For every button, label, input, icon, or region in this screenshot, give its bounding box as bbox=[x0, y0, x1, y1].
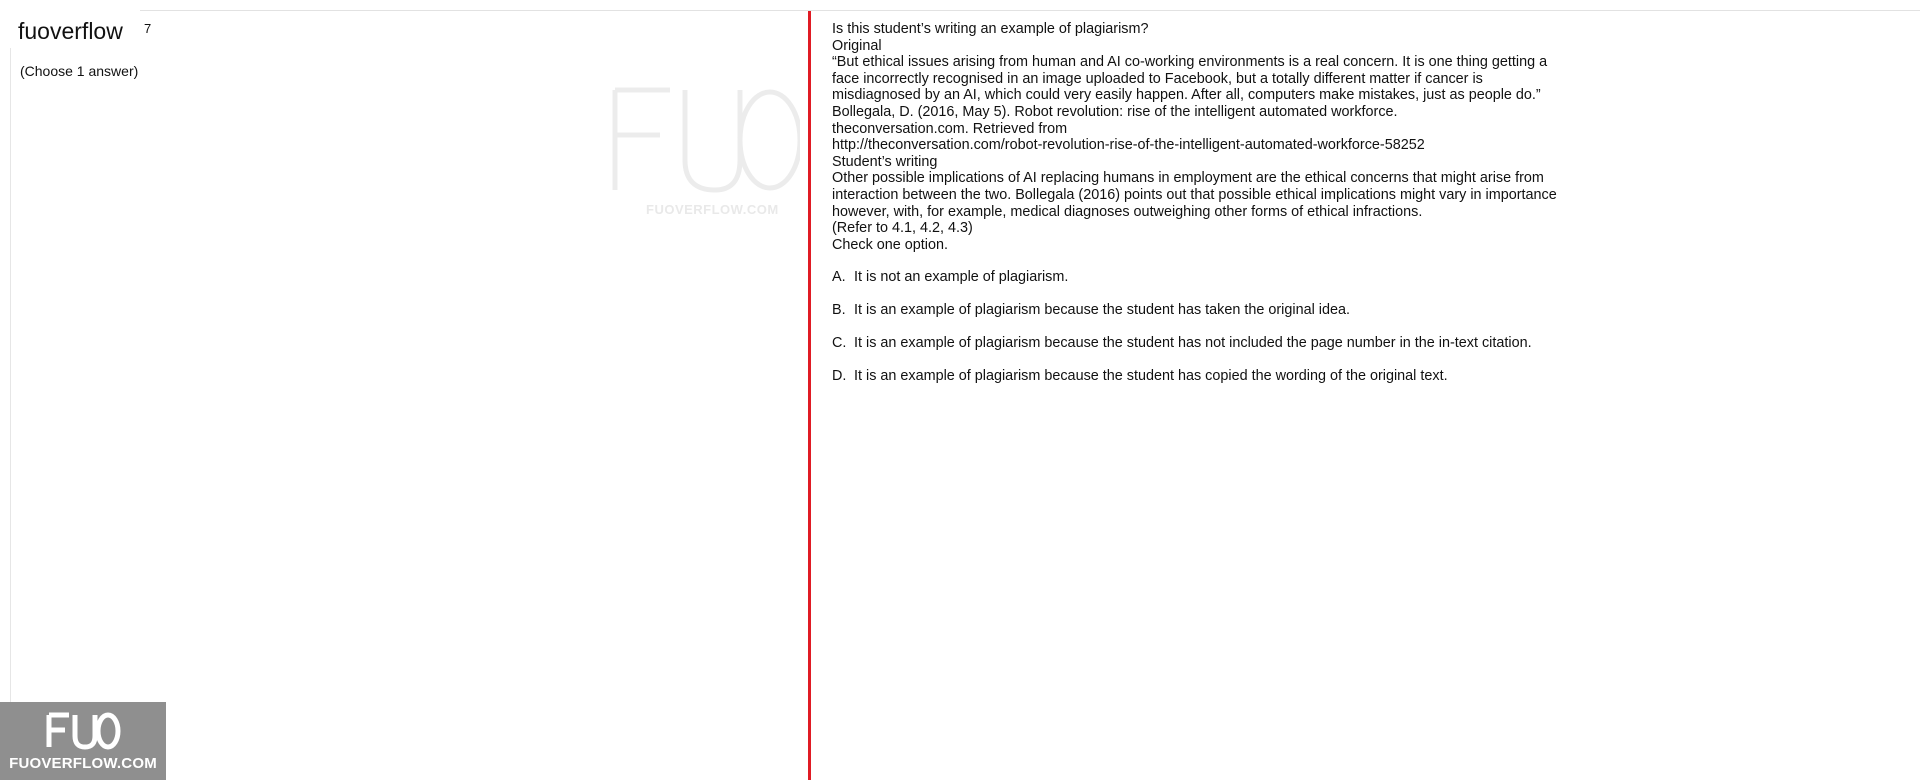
answer-instruction: (Choose 1 answer) bbox=[20, 63, 139, 79]
corner-logo bbox=[0, 702, 166, 780]
background-watermark bbox=[600, 80, 800, 230]
question-body bbox=[832, 21, 1562, 253]
option-a[interactable] bbox=[832, 268, 1732, 301]
option-d[interactable] bbox=[832, 367, 1732, 400]
option-letter: C. bbox=[832, 335, 847, 351]
option-text: It is not an example of plagiarism. bbox=[854, 269, 1069, 285]
fuo-logo-icon bbox=[45, 710, 121, 750]
option-letter: B. bbox=[832, 302, 846, 318]
option-text: It is an example of plagiarism because the student has taken the original idea. bbox=[854, 302, 1350, 318]
watermark-site-text: FUOVERFLOW.COM bbox=[646, 202, 779, 217]
brand-title: fuoverflow bbox=[18, 18, 123, 44]
option-letter: A. bbox=[832, 269, 846, 285]
left-rule bbox=[10, 48, 11, 780]
source-url: http://theconversation.com/robot-revolution-rise-of-the-intelligent-automated-workforce-58252 bbox=[832, 137, 1425, 154]
original-heading: Original bbox=[832, 37, 882, 54]
student-text: Other possible implications of AI replacing humans in employment are the ethical concerns that might arise from interaction between the two. Bollegala (2016) points out that possible ethical implications might vary in importance however, with, for example, medical diagnoses outweighing other forms of ethical infractions. bbox=[832, 170, 1557, 220]
top-rule bbox=[140, 10, 1920, 11]
watermark-logo-icon bbox=[600, 80, 800, 200]
logo-site-text: FUOVERFLOW.COM bbox=[9, 755, 157, 772]
panel-divider bbox=[808, 11, 811, 780]
option-letter: D. bbox=[832, 368, 847, 384]
question-number: 7 bbox=[144, 21, 152, 36]
option-c[interactable] bbox=[832, 334, 1732, 367]
source-line: theconversation.com. Retrieved from bbox=[832, 120, 1068, 137]
question-prompt: Is this student’s writing an example of plagiarism? bbox=[832, 21, 1149, 37]
option-text: It is an example of plagiarism because the student has not included the page number in the in-text citation. bbox=[854, 335, 1532, 351]
original-text: “But ethical issues arising from human and AI co-working environments is a real concern. It is one thing getting a face incorrectly recognised in an image uploaded to Facebook, but a totally different matter if cancer is misdiagnosed by an AI, which could very easily happen. After all, computers make mistakes, just as people do.” Bollegala, D. (2016, May 5). Robot revolution: rise of the intelligent automated workforce. bbox=[832, 54, 1548, 120]
check-note: Check one option. bbox=[832, 236, 949, 253]
refer-note: (Refer to 4.1, 4.2, 4.3) bbox=[832, 220, 973, 237]
option-b[interactable] bbox=[832, 301, 1732, 334]
option-text: It is an example of plagiarism because the student has copied the wording of the original text. bbox=[854, 368, 1448, 384]
answer-options bbox=[832, 268, 1732, 400]
student-heading: Student’s writing bbox=[832, 153, 938, 170]
